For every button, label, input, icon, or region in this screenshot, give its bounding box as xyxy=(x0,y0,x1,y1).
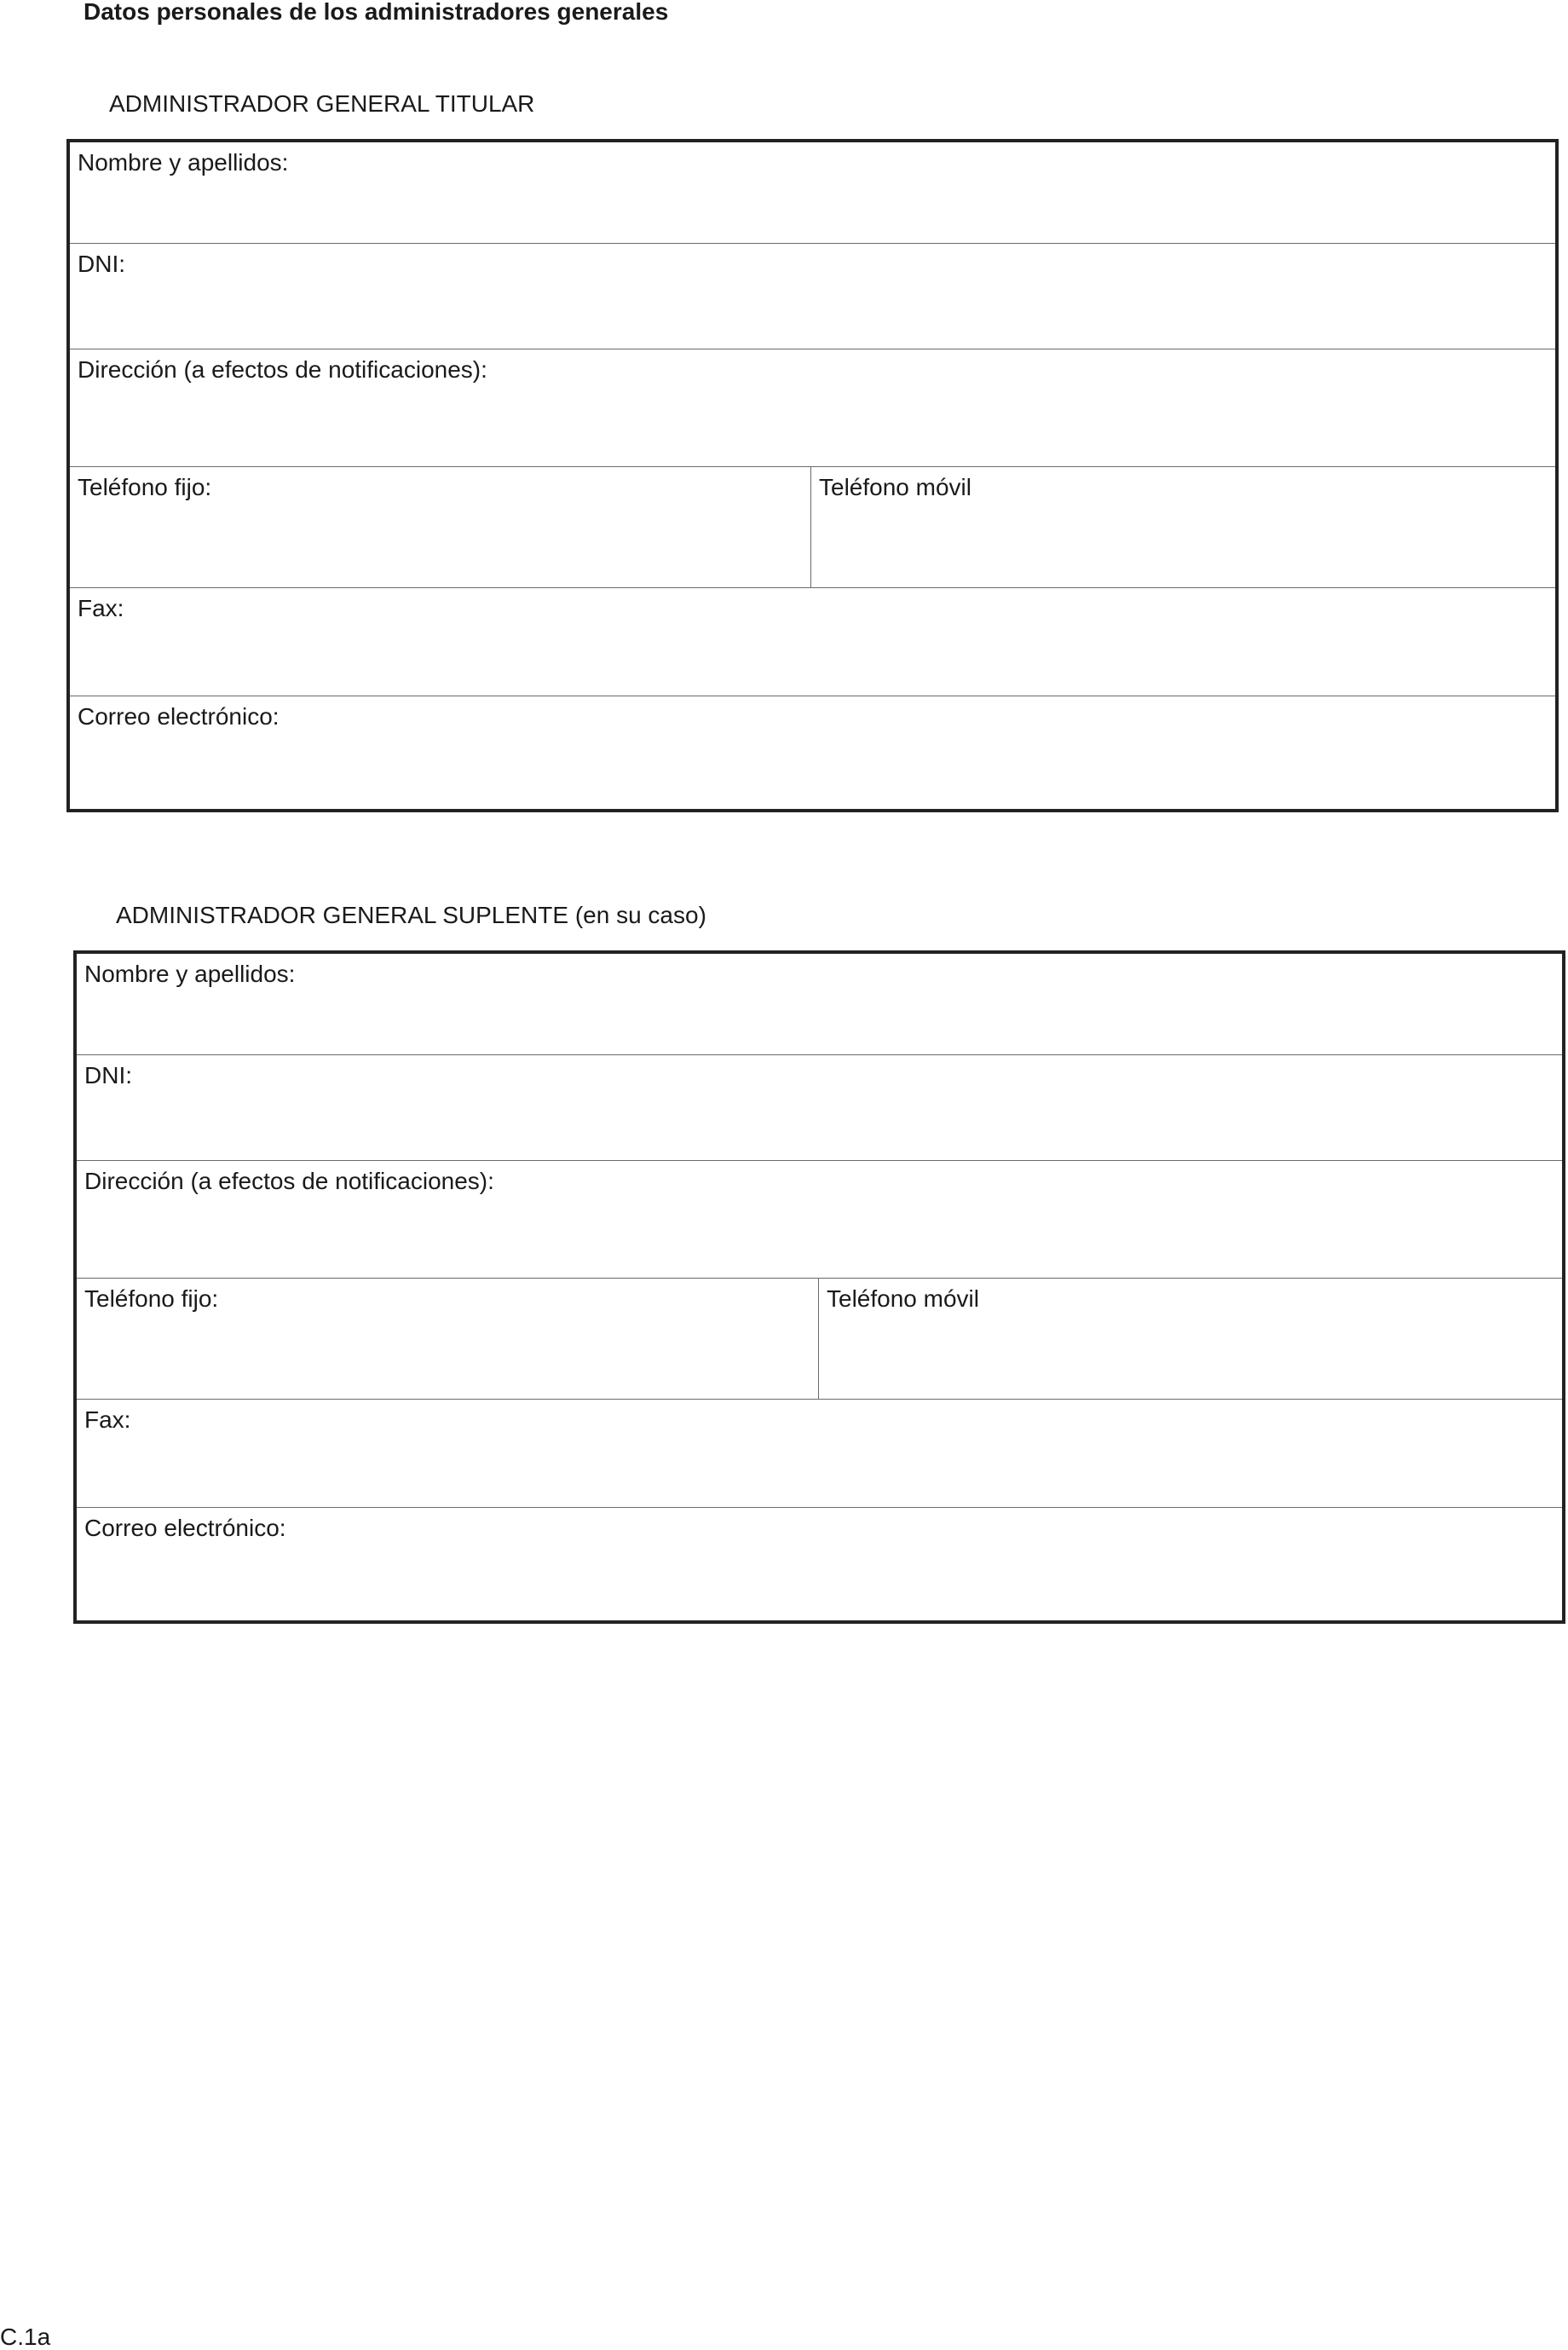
titular-nombre-label: Nombre y apellidos: xyxy=(78,149,289,176)
suplente-telefono-fijo-field[interactable] xyxy=(77,1278,819,1399)
titular-nombre-field[interactable] xyxy=(70,142,1555,243)
titular-fax-field[interactable] xyxy=(70,587,1555,696)
suplente-fax-label: Fax: xyxy=(84,1406,131,1433)
suplente-telefono-movil-field[interactable] xyxy=(819,1278,1562,1399)
titular-correo-field[interactable] xyxy=(70,696,1555,809)
suplente-telefono-fijo-label: Teléfono fijo: xyxy=(84,1285,219,1312)
suplente-form xyxy=(73,950,1565,1624)
suplente-dni-label: DNI: xyxy=(84,1062,132,1088)
suplente-correo-field[interactable] xyxy=(77,1507,1562,1620)
titular-dni-field[interactable] xyxy=(70,243,1555,349)
suplente-nombre-label: Nombre y apellidos: xyxy=(84,961,296,987)
page-heading: Datos personales de los administradores generales xyxy=(84,0,669,25)
suplente-telefono-movil-label: Teléfono móvil xyxy=(827,1285,979,1312)
suplente-dni-field[interactable] xyxy=(77,1054,1562,1160)
suplente-direccion-label: Dirección (a efectos de notificaciones): xyxy=(84,1168,494,1194)
titular-fax-label: Fax: xyxy=(78,595,124,621)
page-code: C.1a xyxy=(0,2324,51,2350)
titular-direccion-label: Dirección (a efectos de notificaciones): xyxy=(78,356,487,383)
titular-form xyxy=(66,139,1559,812)
titular-telefono-fijo-label: Teléfono fijo: xyxy=(78,474,212,500)
titular-dni-label: DNI: xyxy=(78,251,125,277)
titular-direccion-field[interactable] xyxy=(70,349,1555,466)
suplente-fax-field[interactable] xyxy=(77,1399,1562,1507)
suplente-nombre-field[interactable] xyxy=(77,954,1562,1054)
titular-correo-label: Correo electrónico: xyxy=(78,703,280,730)
suplente-direccion-field[interactable] xyxy=(77,1160,1562,1278)
suplente-section-title: ADMINISTRADOR GENERAL SUPLENTE (en su caso) xyxy=(116,902,706,928)
titular-telefono-movil-label: Teléfono móvil xyxy=(819,474,971,500)
titular-section-title: ADMINISTRADOR GENERAL TITULAR xyxy=(109,90,535,117)
titular-telefono-movil-field[interactable] xyxy=(811,466,1555,587)
suplente-correo-label: Correo electrónico: xyxy=(84,1515,286,1541)
titular-telefono-fijo-field[interactable] xyxy=(70,466,811,587)
